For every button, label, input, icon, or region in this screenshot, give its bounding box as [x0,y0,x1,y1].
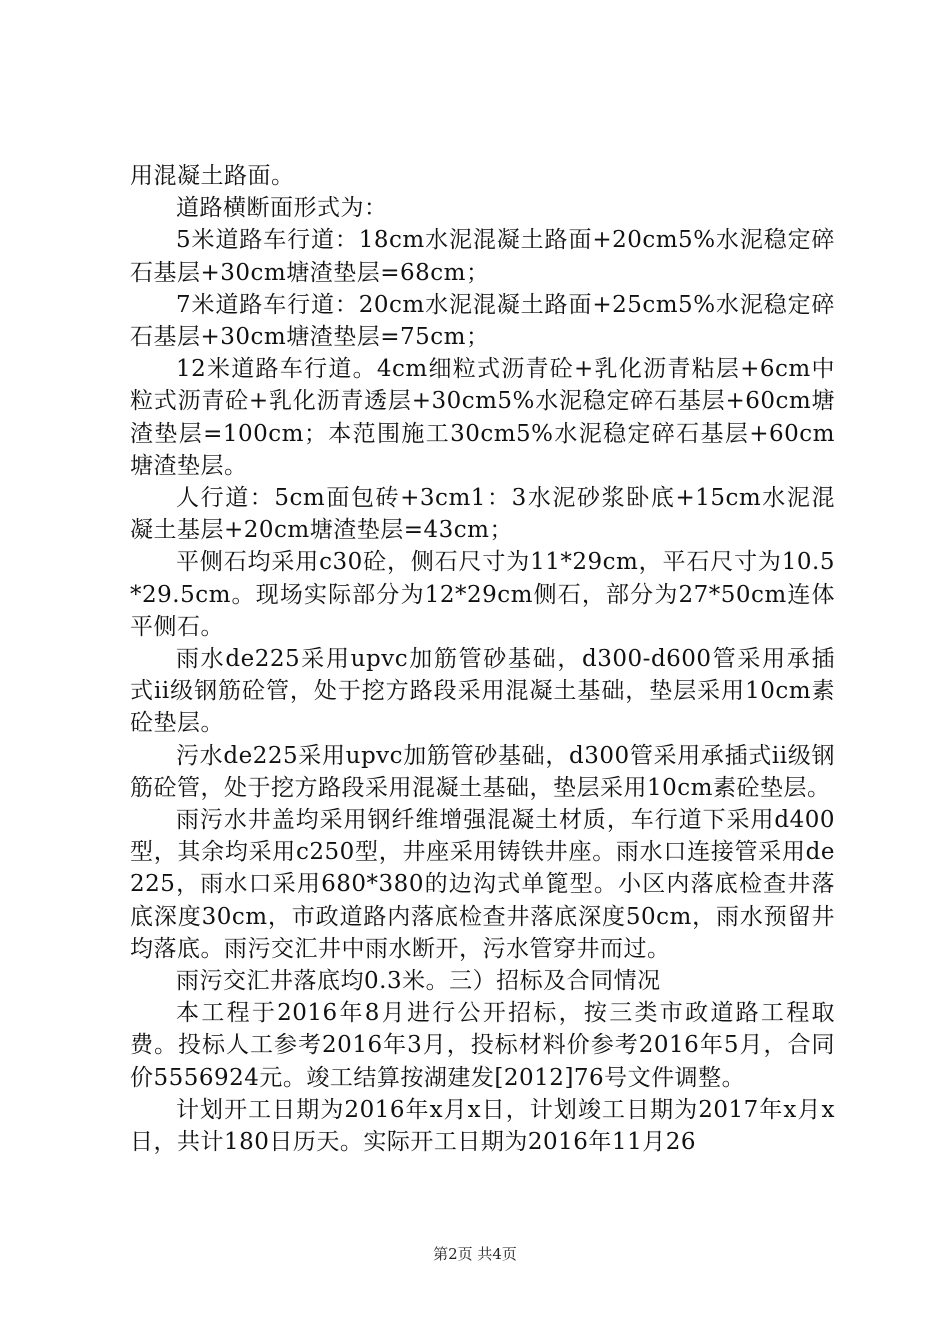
paragraph: 雨水de225采用upvc加筋管砂基础，d300-d600管采用承插式ii级钢筋砼管，处于挖方路段采用混凝土基础，垫层采用10cm素砼垫层。 [130,646,835,737]
paragraph: 12米道路车行道。4cm细粒式沥青砼+乳化沥青粘层+6cm中粒式沥青砼+乳化沥青透层+30cm5%水泥稳定碎石基层+60cm塘渣垫层=100cm；本范围施工30cm5%水泥稳定碎石基层+60cm塘渣垫层。 [130,356,835,479]
paragraph: 人行道：5cm面包砖+3cm1：3水泥砂浆卧底+15cm水泥混凝土基层+20cm塘渣垫层=43cm； [130,485,835,544]
paragraph: 雨污水井盖均采用钢纤维增强混凝土材质，车行道下采用d400型，其余均采用c250型，井座采用铸铁井座。雨水口连接管采用de225，雨水口采用680*380的边沟式单篦型。小区内落底检查井落底深度30cm，市政道路内落底检查井落底深度50cm，雨水预留井均落底。雨污交汇井中雨水断开，污水管穿井而过。 [130,807,835,962]
paragraph: 5米道路车行道：18cm水泥混凝土路面+20cm5%水泥稳定碎石基层+30cm塘渣垫层=68cm； [130,227,835,286]
paragraph: 道路横断面形式为： [176,195,388,222]
paragraph: 7米道路车行道：20cm水泥混凝土路面+25cm5%水泥稳定碎石基层+30cm塘渣垫层=75cm； [130,291,835,351]
paragraph: 本工程于2016年8月进行公开招标，按三类市政道路工程取费。投标人工参考2016年3月，投标材料价参考2016年5月，合同价5556924元。竣工结算按湖建发[2012]76号文件调整。 [130,1000,835,1091]
page-footer: 第2页 共4页 [433,1245,517,1263]
document-body [130,160,835,1158]
paragraph: 计划开工日期为2016年x月x日，计划竣工日期为2017年x月x日，共计180日历天。实际开工日期为2016年11月26 [130,1096,835,1156]
paragraph: 用混凝土路面。 [130,163,295,189]
paragraph: 平侧石均采用c30砼，侧石尺寸为11*29cm，平石尺寸为10.5*29.5cm。现场实际部分为12*29cm侧石，部分为27*50cm连体平侧石。 [130,549,835,640]
paragraph: 污水de225采用upvc加筋管砂基础，d300管采用承插式ii级钢筋砼管，处于挖方路段采用混凝土基础，垫层采用10cm素砼垫层。 [130,742,835,801]
paragraph: 雨污交汇井落底均0.3米。三）招标及合同情况 [176,968,661,995]
